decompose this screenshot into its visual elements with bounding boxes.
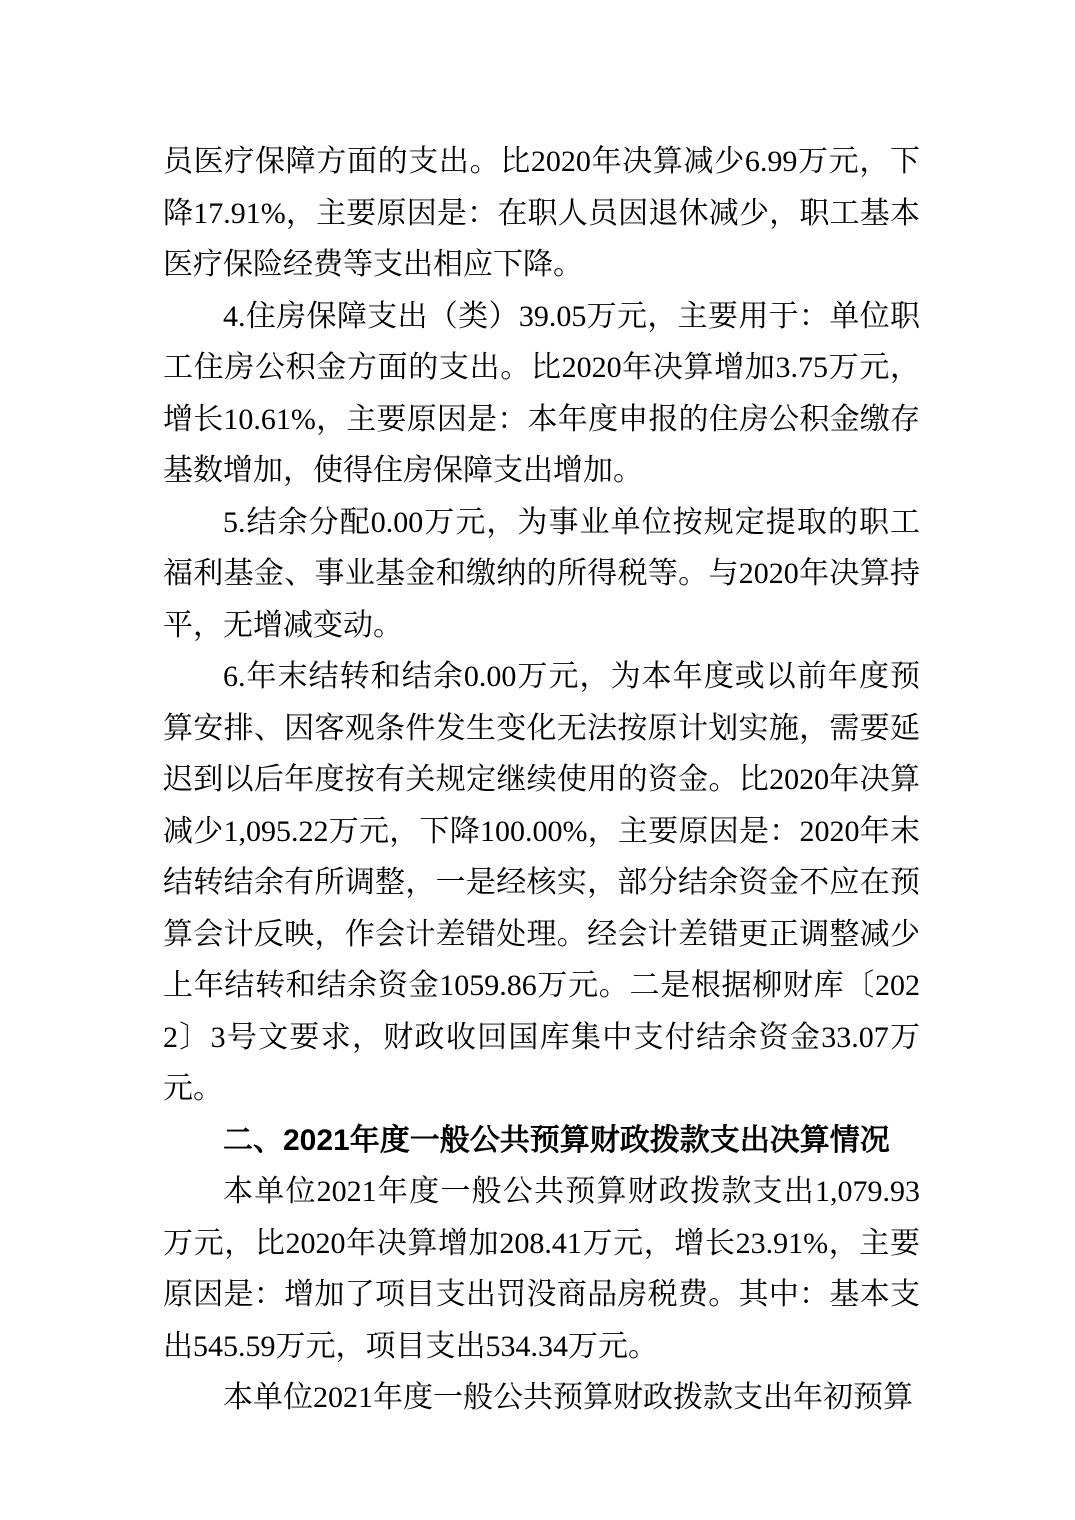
document-body (163, 136, 920, 1424)
paragraph-item-5-surplus-distribution: 5.结余分配0.00万元，为事业单位按规定提取的职工福利基金、事业基金和缴纳的所得税等。与2020年决算持平，无增减变动。 (163, 505, 920, 642)
paragraph-expenditure-overview: 本单位2021年度一般公共预算财政拨款支出1,079.93万元，比2020年决算增加208.41万元，增长23.91%，主要原因是：增加了项目支出罚没商品房税费。其中：基本支出545.59万元，项目支出534.34万元。 (163, 1175, 920, 1363)
paragraph-item-4-housing-security: 4.住房保障支出（类）39.05万元，主要用于：单位职工住房公积金方面的支出。比2020年决算增加3.75万元，增长10.61%，主要原因是：本年度申报的住房公积金缴存基数增加，使得住房保障支出增加。 (163, 299, 920, 487)
paragraph-item-6-year-end-carryover: 6.年末结转和结余0.00万元，为本年度或以前年度预算安排、因客观条件发生变化无法按原计划实施，需要延迟到以后年度按有关规定继续使用的资金。比2020年决算减少1,095.22万元，下降100.00%，主要原因是：2020年末结转结余有所调整，一是经核实，部分结余资金不应在预算会计反映，作会计差错处理。经会计差错更正调整减少上年结转和结余资金1059.86万元。二是根据柳财库〔2022〕3号文要求，财政收回国库集中支付结余资金33.07万元。 (163, 660, 920, 1105)
section-heading-2021-fiscal-appropriation-expenditure: 二、2021年度一般公共预算财政拨款支出决算情况 (223, 1123, 890, 1157)
paragraph-medical-security-continuation: 员医疗保障方面的支出。比2020年决算减少6.99万元，下降17.91%，主要原因是：在职人员因退休减少，职工基本医疗保险经费等支出相应下降。 (163, 145, 920, 281)
paragraph-initial-budget-intro: 本单位2021年度一般公共预算财政拨款支出年初预算 (223, 1381, 913, 1414)
